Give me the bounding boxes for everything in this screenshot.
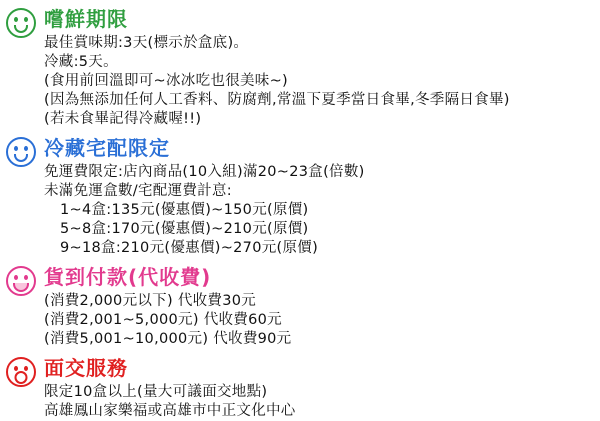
smiley-face-green-icon: [6, 8, 36, 38]
face-mouth: [14, 25, 28, 33]
body-line: (消費5,001~10,000元) 代收費90元: [44, 331, 292, 347]
section-freshness: [0, 6, 600, 129]
section-body-cold-delivery: [44, 163, 600, 258]
body-line: (消費2,000元以下) 代收費30元: [44, 293, 257, 309]
smiley-face-blue-icon: [6, 137, 36, 167]
body-line: 未滿免運盒數/宅配運費計恴:: [44, 183, 232, 199]
smiley-face-pink-icon: [6, 266, 36, 296]
body-line: (若未食畢記得冷藏喔!!): [44, 111, 202, 127]
face-mouth: [13, 283, 29, 292]
body-line: (因為無添加任何人工香料、防腐劑,常溫下夏季當日食畢,冬季隔日食畢): [44, 92, 510, 108]
body-line: 免運費限定:店內商品(10入組)滿20~23盒(倍數): [44, 164, 365, 180]
body-line: 限定10盒以上(量大可議面交地點): [44, 384, 268, 400]
face-mouth: [15, 371, 28, 384]
face-eyes: [8, 275, 34, 280]
section-cold-delivery: [0, 135, 600, 258]
face-eyes: [8, 146, 34, 151]
price-line: 5~8盒:170元(優惠價)~210元(原價): [60, 221, 309, 237]
section-title-freshness: 嚐鮮期限: [44, 7, 128, 31]
body-line: 冷藏:5天。: [44, 54, 118, 70]
section-title-in-person-pickup: 面交服務: [44, 356, 128, 380]
section-body-freshness: [44, 34, 600, 129]
face-mouth: [14, 154, 28, 162]
section-in-person-pickup: [0, 355, 600, 421]
face-eyes: [8, 17, 34, 22]
smiley-face-red-icon: [6, 357, 36, 387]
body-line: 高雄鳳山家樂福或高雄市中正文化中心: [44, 403, 296, 419]
body-line: (消費2,001~5,000元) 代收費60元: [44, 312, 282, 328]
body-line: (食用前回溫即可~冰冰吃也很美味~): [44, 73, 289, 89]
body-line: 最佳賞味期:3天(標示於盒底)。: [44, 35, 249, 51]
section-body-cash-on-delivery: [44, 292, 600, 349]
price-line: 1~4盒:135元(優惠價)~150元(原價): [60, 202, 309, 218]
section-cash-on-delivery: [0, 264, 600, 349]
section-body-in-person-pickup: [44, 383, 600, 421]
price-line: 9~18盒:210元(優惠價)~270元(原價): [60, 240, 319, 256]
section-title-cash-on-delivery: 貨到付款(代收費): [44, 265, 212, 289]
section-title-cold-delivery: 冷藏宅配限定: [44, 136, 170, 160]
